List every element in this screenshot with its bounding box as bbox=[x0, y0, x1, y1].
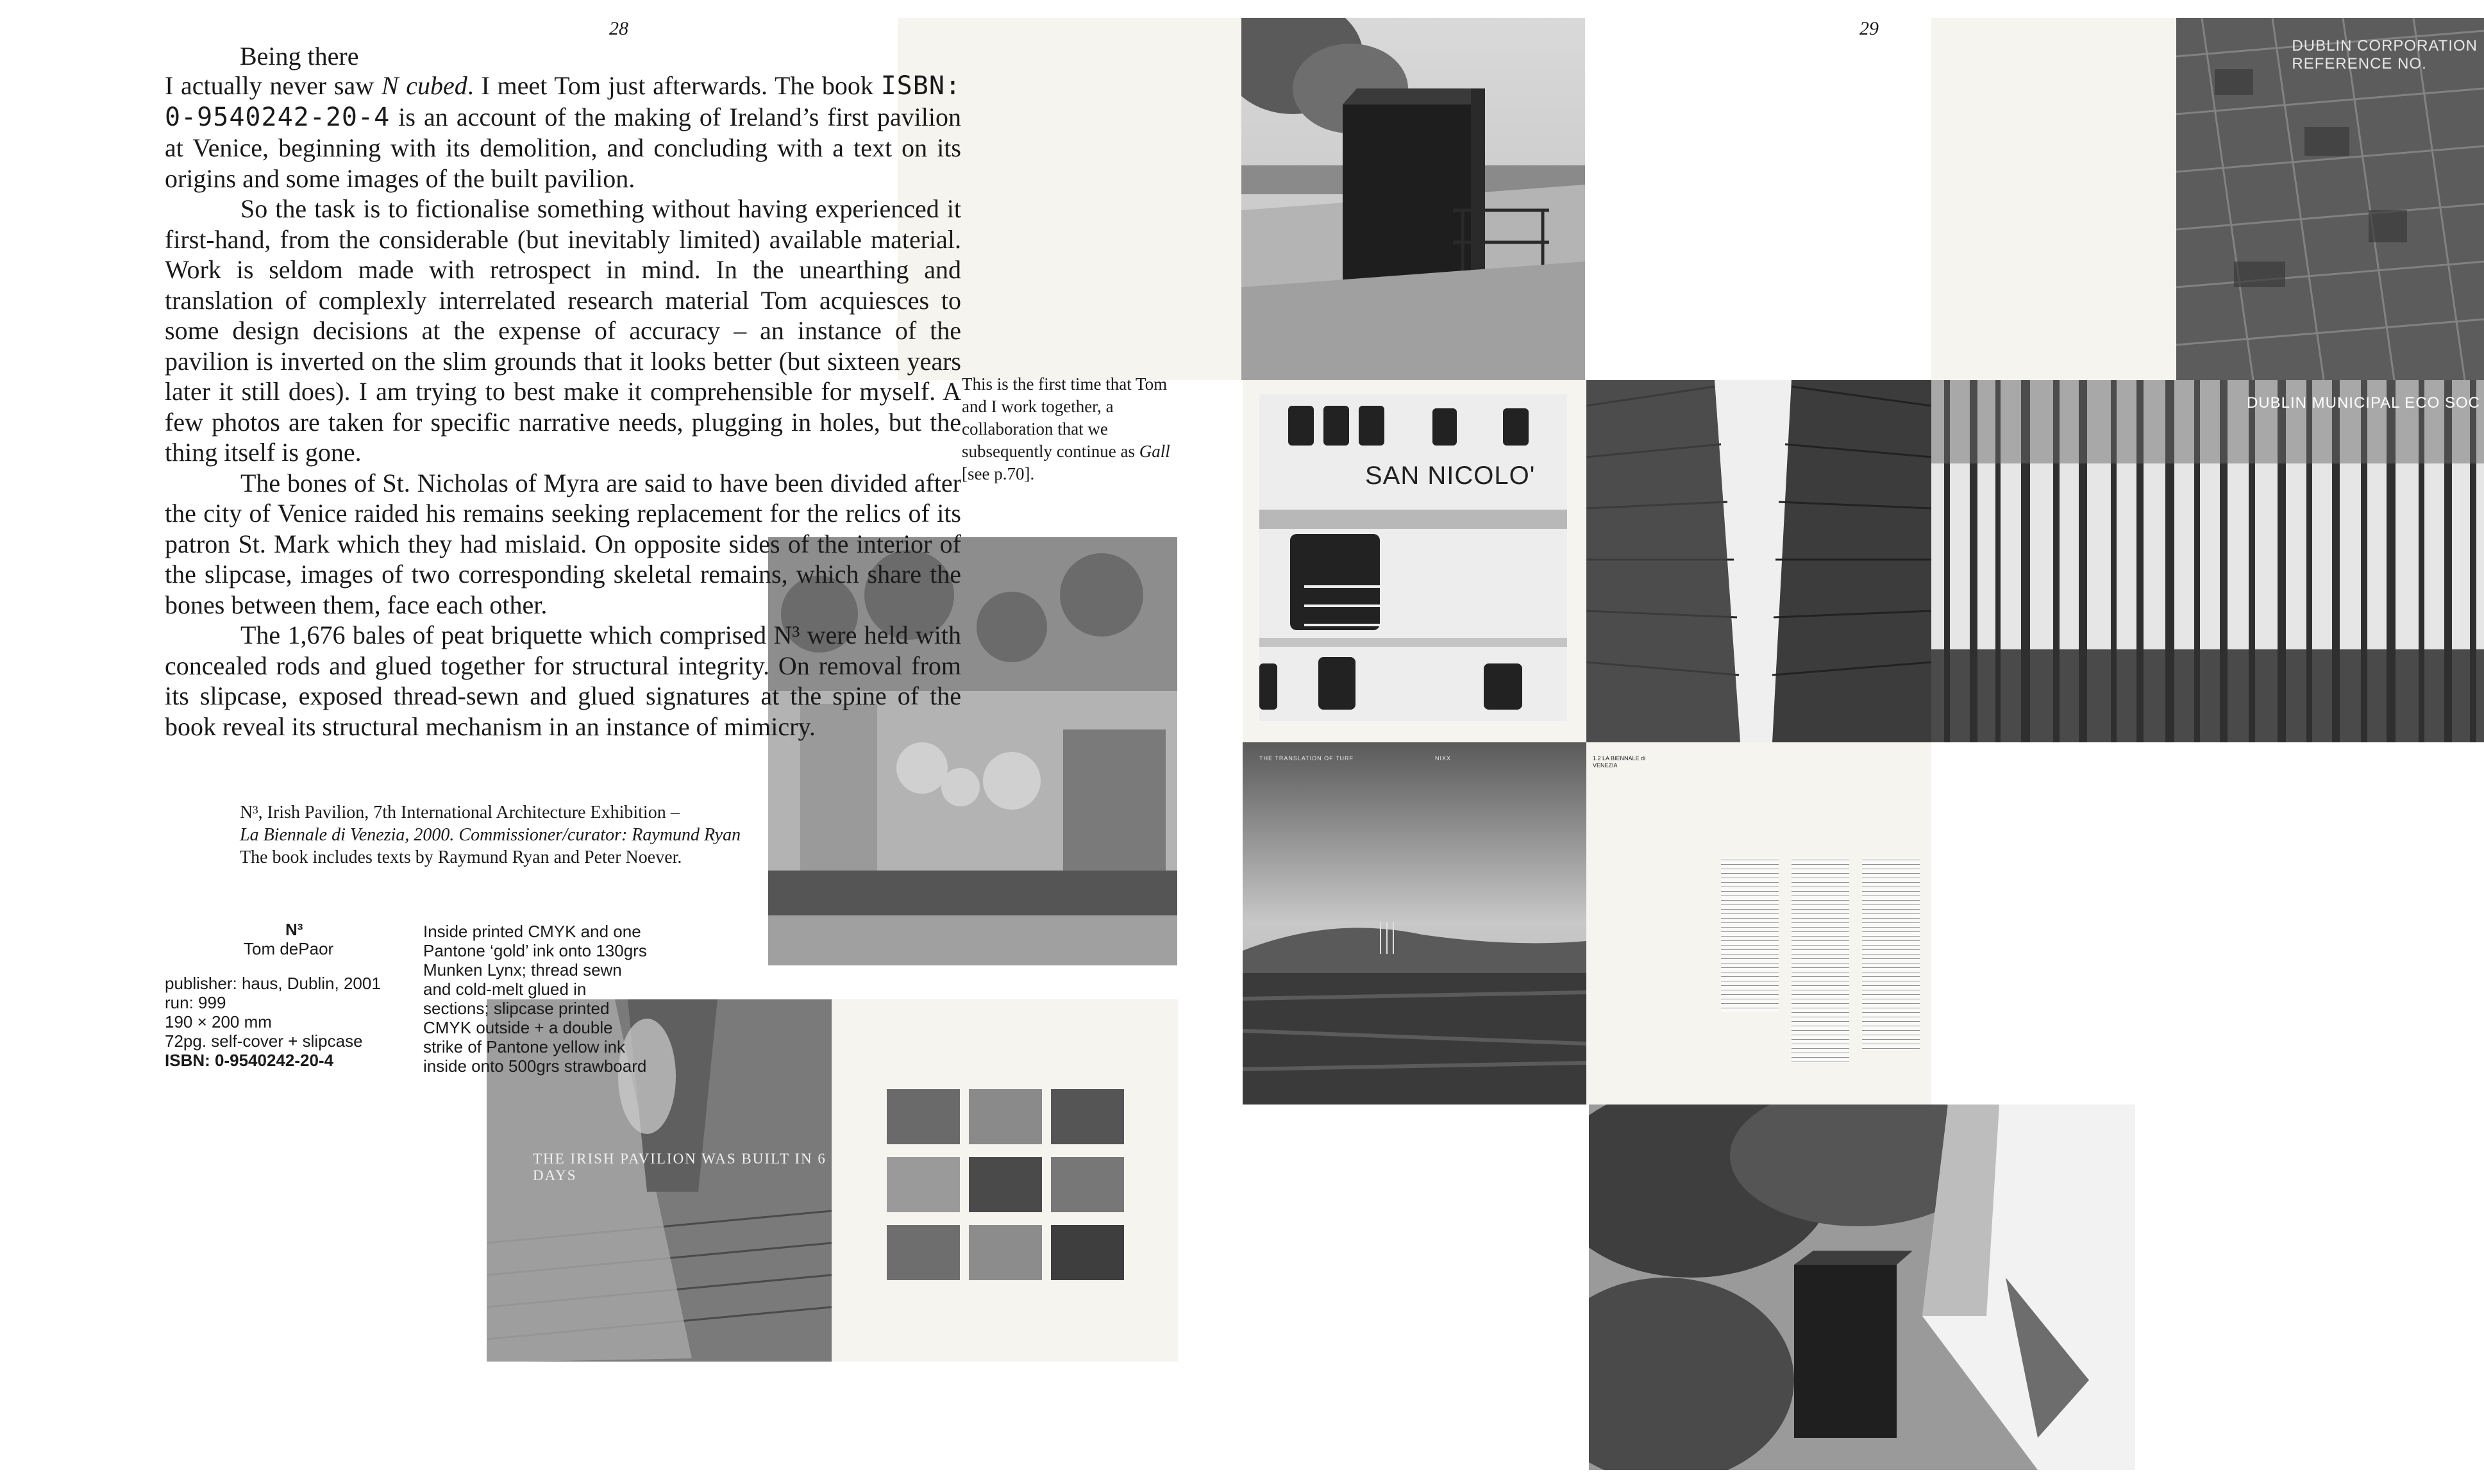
thumbnail bbox=[1051, 1157, 1124, 1212]
bog-caption-left: THE TRANSLATION OF TURF bbox=[1259, 755, 1354, 762]
thumbnail bbox=[887, 1157, 960, 1212]
spread-heading: 1.2 LA BIENNALE di VENEZIA bbox=[1593, 755, 1646, 769]
thumbnail bbox=[1051, 1089, 1124, 1144]
ship-name-lettering: SAN NICOLO' bbox=[1365, 462, 1536, 490]
essay-p1-title: N cubed bbox=[381, 71, 467, 100]
essay-paragraph-4: The 1,676 bales of peat briquette which comprised N³ were held with concealed rods and glued together for structural integrity. On removal from its slipcase, exposed thread-sewn and glued signatures at the spine of the book reveal its structural mechanism in an instance of mimicry. bbox=[165, 621, 961, 741]
forest-caption: DUBLIN MUNICIPAL ECO SOC bbox=[2246, 394, 2480, 412]
peat-caption: THE IRISH PAVILION WAS BUILT IN 6 DAYS bbox=[533, 1151, 827, 1183]
ship-spread bbox=[1243, 380, 1586, 742]
footnote-line-1: N³, Irish Pavilion, 7th International Architecture Exhibition – bbox=[240, 803, 680, 822]
thumbnail bbox=[969, 1157, 1042, 1212]
spread-text-column-3 bbox=[1862, 858, 1920, 1050]
essay-p1-text-a: I actually never saw bbox=[165, 71, 382, 100]
thumbnail bbox=[887, 1089, 960, 1144]
colophon-details bbox=[165, 974, 381, 1070]
colophon-publisher: publisher: haus, Dublin, 2001 bbox=[165, 974, 381, 993]
colophon-author: Tom dePaor bbox=[244, 939, 334, 958]
colophon-isbn: ISBN: 0-9540242-20-4 bbox=[165, 1051, 334, 1070]
aerial-caption-line1: DUBLIN CORPORATION bbox=[2292, 37, 2478, 54]
footnote bbox=[240, 801, 741, 869]
aerial-map-spread bbox=[1931, 18, 2484, 380]
essay-paragraph-2: So the task is to fictionalise something without having experienced it first-hand, from the considerable (but inevitably limited) available material. Work is seldom made with retrospect in mind. In the unearthing and translation of complexly interrelated research material Tom acquiesces to some design decisions at the expense of accuracy – an instance of the pavilion is inverted on the slim grounds that it looks better (but sixteen years later it still does). I am trying to best make it comprehensible for myself. A few photos are taken for specific narrative needs, plugging in holes, but the thing itself is gone. bbox=[165, 194, 961, 467]
peat-wall-upward-photo bbox=[1586, 380, 1931, 742]
thumbnail bbox=[969, 1089, 1042, 1144]
page-number-left: 28 bbox=[609, 18, 628, 39]
essay-p1-text-c: is an account of the making of Ireland’s first pavilion at Venice, beginning with its demolition, and concluding with a text on its origins and some images of the built pavilion. bbox=[165, 102, 961, 193]
colophon-pages: 72pg. self-cover + slipcase bbox=[165, 1031, 363, 1051]
bog-landscape-spread bbox=[1243, 742, 1586, 1105]
essay-body bbox=[165, 71, 961, 742]
forest-photo bbox=[1931, 380, 2484, 742]
pavilion-park-photo bbox=[1589, 1105, 2135, 1470]
pavilion-exterior-spread bbox=[898, 18, 1585, 380]
colophon-run: run: 999 bbox=[165, 993, 226, 1012]
ship-hull-photo bbox=[1259, 394, 1567, 721]
page-number-right: 29 bbox=[1859, 18, 1879, 39]
sidenote-title: Gall bbox=[1139, 442, 1170, 461]
essay-paragraph-3: The bones of St. Nicholas of Myra are said to have been divided after the city of Venice raided his remains seeking replacement for the relics of its patron St. Mark which they had mislaid. On opposite sides of the interior of the slipcase, images of two corresponding skeletal remains, which share the bones between them, face each other. bbox=[165, 468, 961, 619]
aerial-caption bbox=[2292, 37, 2478, 73]
spread-text-column-2 bbox=[1792, 858, 1849, 1063]
footnote-line-2: La Biennale di Venezia, 2000. Commissioner/curator: Raymund Ryan bbox=[240, 825, 741, 845]
thumbnail bbox=[887, 1225, 960, 1280]
essay-heading: Being there bbox=[240, 42, 359, 71]
sidenote-tail: [see p.70]. bbox=[962, 464, 1035, 483]
spread-text-column-1 bbox=[1721, 858, 1779, 1012]
colophon-title: N³ bbox=[285, 920, 303, 939]
pavilion-exterior-photo bbox=[1241, 18, 1585, 380]
essay-p1-text-b: . I meet Tom just afterwards. The book bbox=[467, 71, 881, 100]
sidenote bbox=[962, 373, 1173, 485]
essay-paragraph-1 bbox=[165, 71, 961, 194]
bog-landscape-photo bbox=[1243, 742, 1586, 1105]
colophon-specs: Inside printed CMYK and one Pantone ‘gold’ ink onto 130grs Munken Lynx; thread sewn and cold-melt glued in sections; slipcase printed CMYK outside + a double strike of Pantone yellow ink inside onto 500grs strawboard bbox=[423, 922, 647, 1076]
sidenote-text: This is the first time that Tom and I work together, a collaboration that we subsequently continue as bbox=[962, 374, 1168, 461]
footnote-line-3: The book includes texts by Raymund Ryan and Peter Noever. bbox=[240, 847, 682, 867]
bog-caption-right: NIXX bbox=[1435, 755, 1452, 762]
aerial-caption-line2: REFERENCE NO. bbox=[2292, 55, 2427, 72]
colophon-size: 190 × 200 mm bbox=[165, 1012, 272, 1031]
thumbnail bbox=[969, 1225, 1042, 1280]
thumbnail bbox=[1051, 1225, 1124, 1280]
essay-p1-isbn: ISBN: 0-9540242-20-4 bbox=[165, 71, 962, 132]
biennale-text-spread bbox=[1586, 742, 1931, 1105]
